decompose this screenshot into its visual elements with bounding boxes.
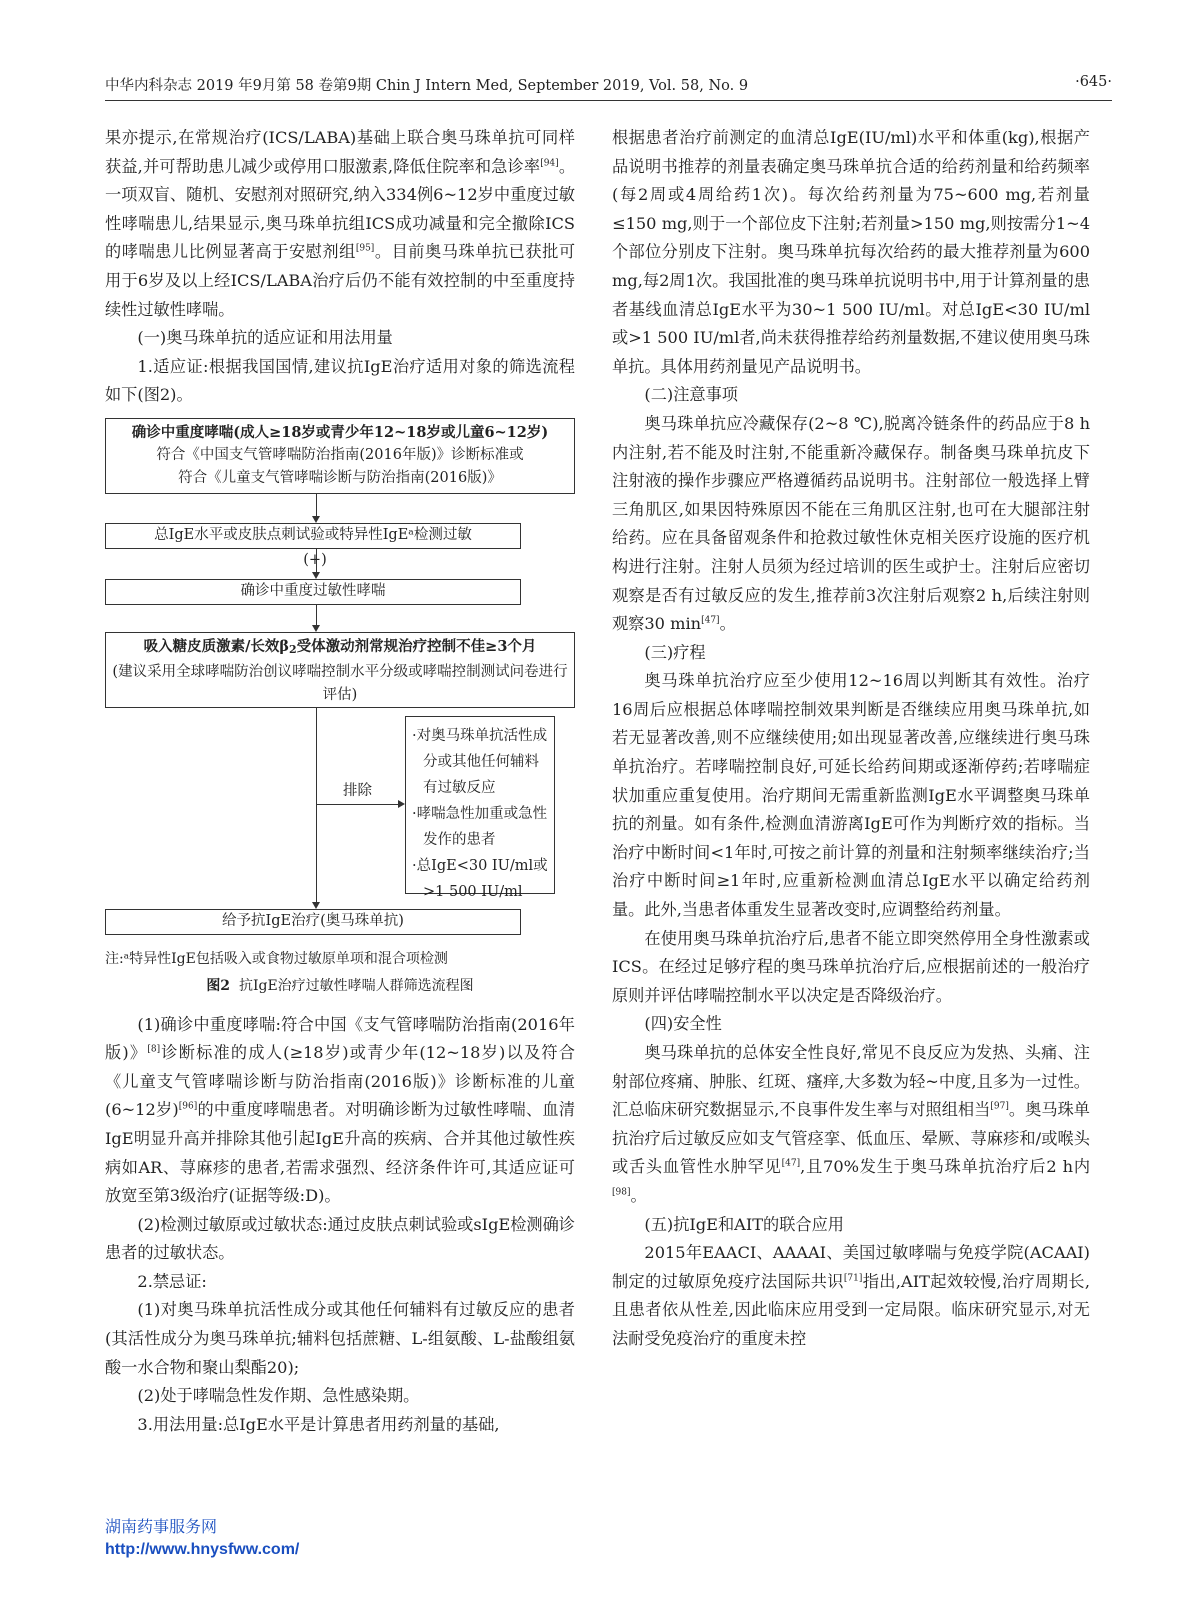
exclusion-item: ·对奥马珠单抗活性成分或其他任何辅料有过敏反应	[412, 727, 548, 796]
watermark-footer	[105, 1517, 299, 1561]
paragraph: 1.适应证:根据我国国情,建议抗IgE治疗适用对象的筛选流程如下(图2)。	[105, 356, 575, 405]
citation[interactable]: [47]	[701, 615, 720, 626]
section-heading: (一)奥马珠单抗的适应证和用法用量	[137, 328, 393, 348]
paragraph: (1)确诊中重度哮喘:符合中国《支气管哮喘防治指南(2016年版)》[8]诊断标准的成人(≥18岁)或青少年(12~18岁)以及符合《儿童支气管哮喘诊断与防治指南(2016版)》诊断标准的儿童(6~12岁)[96]的中重度哮喘患者。对明确诊断为过敏性哮喘、血清IgE明显升高并排除其他引起IgE升高的疾病、合并其他过敏性疾病如AR、荨麻疹的患者,若需求强烈、经济条件许可,其适应证可放宽至第3级治疗(证据等级:D)。	[105, 1014, 576, 1206]
paragraph: 2015年EAACI、AAAAI、美国过敏哮喘与免疫学院(ACAAI)制定的过敏原免疫疗法国际共识[71]指出,AIT起效较慢,治疗周期长,且患者依从性差,因此临床应用受到一定局限。临床研究显示,对无法耐受免疫治疗的重度未控	[612, 1243, 1090, 1348]
section-heading: (四)安全性	[644, 1014, 722, 1034]
citation[interactable]: [98]	[612, 1187, 631, 1198]
citation[interactable]: [95]	[355, 243, 375, 254]
paragraph: 在使用奥马珠单抗治疗后,患者不能立即突然停用全身性激素或ICS。在经过足够疗程的奥马珠单抗治疗后,应根据前述的一般治疗原则并评估哮喘控制水平以决定是否降级治疗。	[612, 928, 1090, 1005]
flowchart-figure	[105, 418, 575, 970]
paragraph: (2)处于哮喘急性发作期、急性感染期。	[137, 1386, 420, 1406]
running-header	[105, 74, 1112, 100]
citation[interactable]: [96]	[178, 1101, 198, 1112]
exclusion-item: ·哮喘急性加重或急性发作的患者	[412, 805, 548, 848]
exclusion-item: ·总IgE<30 IU/ml或>1 500 IU/ml	[412, 857, 548, 900]
arrow-head	[312, 625, 320, 632]
paragraph: (2)检测过敏原或过敏状态:通过皮肤点刺试验或sIgE检测确诊患者的过敏状态。	[105, 1214, 575, 1263]
paragraph: 2.禁忌证:	[137, 1271, 207, 1291]
paragraph: 奥马珠单抗的总体安全性良好,常见不良反应为发热、头痛、注射部位疼痛、肿胀、红斑、瘙痒,大多数为轻~中度,且多为一过性。汇总临床研究数据显示,不良事件发生率与对照组相当[97]。奥马珠单抗治疗后过敏反应如支气管痉挛、低血压、晕厥、荨麻疹和/或喉头或舌头血管性水肿罕见[47],且70%发生于奥马珠单抗治疗后2 h内[98]。	[612, 1043, 1091, 1205]
figure-caption: 图2 抗IgE治疗过敏性哮喘人群筛选流程图	[206, 977, 474, 994]
paragraph: 3.用法用量:总IgE水平是计算患者用药剂量的基础,	[137, 1414, 500, 1434]
arrow-head	[312, 516, 320, 523]
journal-citation: 中华内科杂志 2019 年9月第 58 卷第9期 Chin J Intern Med, September 2019, Vol. 58, No. 9	[105, 78, 749, 94]
flow-box-diagnosis: 确诊中重度哮喘(成人≥18岁或青少年12~18岁或儿童6~12岁) 符合《中国支气管哮喘防治指南(2016年版)》诊断标准或 符合《儿童支气管哮喘诊断与防治指南(2016版)》	[105, 418, 575, 494]
section-heading: (三)疗程	[644, 642, 706, 662]
paragraph: 根据患者治疗前测定的血清总IgE(IU/ml)水平和体重(kg),根据产品说明书推荐的剂量表确定奥马珠单抗合适的给药剂量和给药频率(每2周或4周给药1次)。每次给药剂量为75~600 mg,若剂量≤150 mg,则于一个部位皮下注射;若剂量>150 mg,则按需分1~4个部位分别皮下注射。奥马珠单抗每次给药的最大推荐剂量为600 mg,每2周1次。我国批准的奥马珠单抗说明书中,用于计算剂量的患者基线血清总IgE水平为30~1 500 IU/ml。对总IgE<30 IU/ml或>1 500 IU/ml者,尚未获得推荐给药剂量数据,不建议使用奥马珠单抗。具体用药剂量见产品说明书。	[612, 128, 1090, 376]
citation[interactable]: [97]	[990, 1101, 1009, 1112]
arrow-head	[312, 572, 320, 579]
paragraph: 奥马珠单抗应冷藏保存(2~8 ℃),脱离冷链条件的药品应于8 h内注射,若不能及时注射,不能重新冷藏保存。制备奥马珠单抗皮下注射液的操作步骤应严格遵循药品说明书。注射部位一般选择上臂三角肌区,如果因特殊原因不能在三角肌区注射,也可在大腿部注射给药。应在具备留观条件和抢救过敏性休克相关医疗设施的医疗机构进行注射。注射人员须为经过培训的医生或护士。注射后应密切观察是否有过敏反应的发生,推荐前3次注射后观察2 h,后续注射则观察30 min[47]。	[612, 413, 1090, 634]
exclude-branch-line	[316, 804, 401, 805]
flow-box-treatment: 给予抗IgE治疗(奥马珠单抗)	[105, 909, 521, 935]
header-rule	[105, 100, 1112, 101]
page-number: ·645·	[1075, 74, 1112, 90]
citation[interactable]: [47]	[781, 1158, 801, 1169]
citation[interactable]: [94]	[540, 158, 559, 169]
paragraph: 奥马珠单抗治疗应至少使用12~16周以判断其有效性。治疗16周后应根据总体哮喘控制效果判断是否继续应用奥马珠单抗,如若无显著改善,则不应继续使用;如出现显著改善,应继续进行奥马珠单抗治疗。若哮喘控制良好,可延长给药间期或逐渐停药;若哮喘症状加重应重复使用。治疗期间无需重新监测IgE水平调整奥马珠单抗的剂量。如有条件,检测血清游离IgE可作为判断疗效的指标。当治疗中断时间<1年时,可按之前计算的剂量和注射频率继续治疗;当治疗中断时间≥1年时,应重新检测血清总IgE水平以确定给药剂量。此外,当患者体重发生显著改变时,应调整给药剂量。	[612, 671, 1090, 920]
left-column	[105, 124, 575, 1439]
flow-arrow	[316, 708, 317, 905]
flow-box-ige-test: 总IgE水平或皮肤点刺试验或特异性IgEᵃ检测过敏	[105, 523, 521, 549]
positive-label: (+)	[303, 551, 327, 568]
exclude-label: 排除	[343, 782, 372, 799]
paragraph: 果亦提示,在常规治疗(ICS/LABA)基础上联合奥马珠单抗可同样获益,并可帮助患儿减少或停用口服激素,降低住院率和急诊率[94]。一项双盲、随机、安慰剂对照研究,纳入334例6~12岁中重度过敏性哮喘患儿,结果显示,奥马珠单抗组ICS成功减量和完全撤除ICS的哮喘患儿比例显著高于安慰剂组[95]。目前奥马珠单抗已获批可用于6岁及以上经ICS/LABA治疗后仍不能有效控制的中至重度持续性过敏性哮喘。	[105, 128, 576, 319]
paragraph: (1)对奥马珠单抗活性成分或其他任何辅料有过敏反应的患者(其活性成分为奥马珠单抗;辅料包括蔗糖、L-组氨酸、L-盐酸组氨酸一水合物和聚山梨酯20);	[105, 1300, 575, 1377]
citation[interactable]: [8]	[147, 1044, 161, 1055]
exclusion-criteria-box	[405, 716, 555, 900]
arrow-head	[312, 902, 320, 909]
section-heading: (二)注意事项	[644, 385, 738, 405]
right-column	[612, 124, 1090, 1354]
site-url-link[interactable]: http://www.hnysfww.com/	[105, 1541, 300, 1558]
citation[interactable]: [71]	[843, 1273, 863, 1284]
section-heading: (五)抗IgE和AIT的联合应用	[644, 1214, 844, 1234]
flow-box-confirmed: 确诊中重度过敏性哮喘	[105, 579, 521, 605]
figure-note: 注:ᵃ特异性IgE包括吸入或食物过敏原单项和混合项检测	[105, 950, 448, 967]
flow-box-poor-control: 吸入糖皮质激素/长效β2受体激动剂常规治疗控制不佳≥3个月 (建议采用全球哮喘防治创议哮喘控制水平分级或哮喘控制测试问卷进行评估)	[105, 632, 575, 708]
arrow-head	[398, 800, 405, 808]
site-name: 湖南药事服务网	[105, 1519, 218, 1536]
